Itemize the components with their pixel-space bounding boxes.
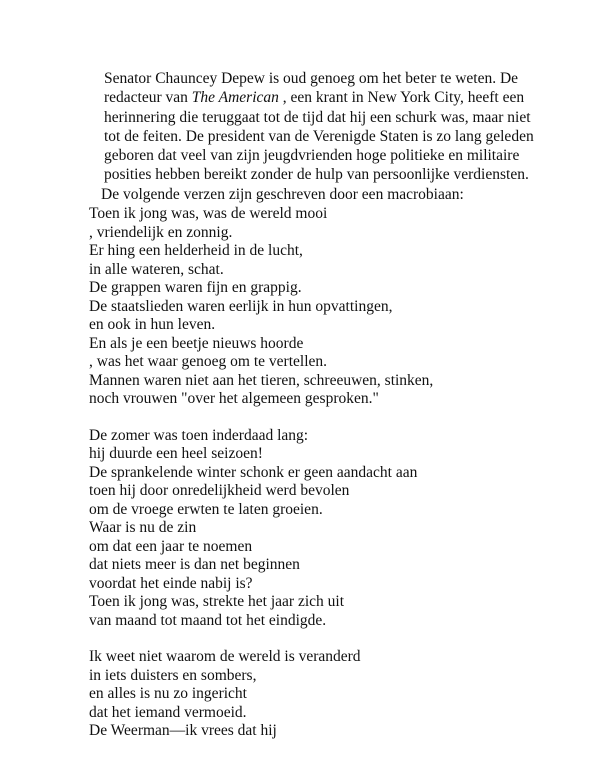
verse-line: De zomer was toen inderdaad lang:: [89, 426, 309, 444]
verse-line: toen hij door onredelijkheid werd bevolen: [89, 482, 350, 499]
intro-text: , een krant in New York City, heeft een: [278, 89, 525, 107]
verse-line: De sprankelende winter schonk er geen aandacht aan: [89, 463, 418, 481]
stanza-1: [89, 205, 549, 409]
verse-line: De Weerman—ik vrees dat hij: [89, 722, 277, 739]
verse-line: De grappen waren fijn en grappig.: [89, 279, 302, 296]
verse-line: om de vroege erwten te laten groeien.: [89, 500, 323, 518]
verse-line: in alle wateren, schat.: [89, 260, 224, 278]
verse-line: Mannen waren niet aan het tieren, schreeuwen, stinken,: [89, 371, 434, 389]
intro-line: posities hebben bereikt zonder de hulp van persoonlijke verdiensten.: [104, 166, 529, 184]
verse-line: en ook in hun leven.: [89, 316, 216, 333]
verse-line: Waar is nu de zin: [89, 519, 197, 536]
intro-text: redacteur van: [104, 89, 192, 107]
verse-line: , was het waar genoeg om te vertellen.: [89, 353, 328, 370]
verse-line: Toen ik jong was, strekte het jaar zich uit: [89, 593, 345, 610]
verse-line: hij duurde een heel seizoen!: [89, 445, 263, 462]
intro-line: De volgende verzen zijn geschreven door een macrobiaan:: [101, 185, 464, 203]
stanza-3: [89, 648, 549, 741]
intro-line: tot de feiten. De president van de Verenigde Staten is zo lang geleden: [104, 127, 534, 145]
verse-line: En als je een beetje nieuws hoorde: [89, 334, 304, 352]
verse-line: Toen ik jong was, was de wereld mooi: [89, 205, 328, 222]
intro-paragraph: [101, 69, 534, 204]
verse-line: van maand tot maand tot het eindigde.: [89, 611, 327, 629]
verse-line: dat niets meer is dan net beginnen: [89, 556, 300, 573]
intro-line: geboren dat veel van zijn jeugdvrienden hoge politieke en militaire: [104, 147, 520, 165]
stanza-2: [89, 427, 549, 631]
verse-line: in iets duisters en sombers,: [89, 666, 257, 684]
verse-line: om dat een jaar te noemen: [89, 537, 253, 555]
verse-line: noch vrouwen "over het algemeen gesproken.": [89, 390, 379, 407]
verse-line: , vriendelijk en zonnig.: [89, 223, 233, 241]
verse-line: De staatslieden waren eerlijk in hun opvattingen,: [89, 297, 393, 315]
verse-line: Ik weet niet waarom de wereld is veranderd: [89, 648, 361, 665]
verse-line: dat het iemand vermoeid.: [89, 703, 247, 721]
poem: [89, 205, 549, 759]
newspaper-title: The American: [191, 89, 279, 107]
verse-line: Er hing een helderheid in de lucht,: [89, 242, 303, 259]
verse-line: voordat het einde nabij is?: [89, 574, 253, 592]
verse-line: en alles is nu zo ingericht: [89, 685, 247, 702]
intro-line: herinnering die teruggaat tot de tijd dat hij een schurk was, maar niet: [104, 108, 531, 126]
intro-line: Senator Chauncey Depew is oud genoeg om het beter te weten. De: [104, 70, 519, 87]
intro-line: [104, 88, 534, 107]
